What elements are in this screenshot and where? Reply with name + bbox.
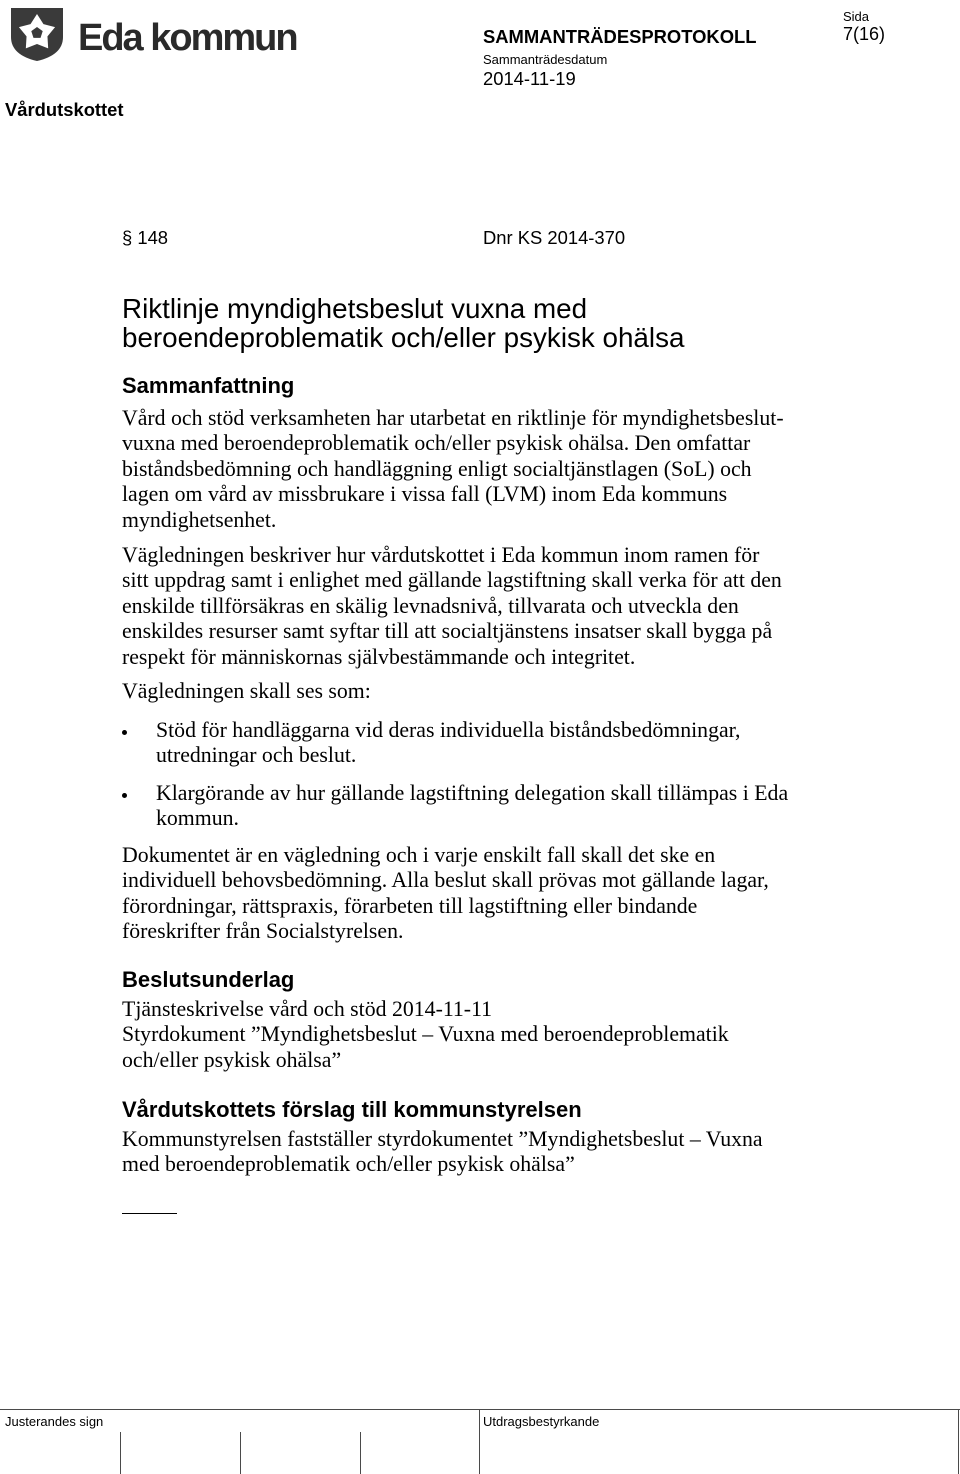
logo-text: Eda kommun bbox=[78, 17, 297, 59]
text-line: Vård och stöd verksamheten har utarbetat en riktlinje för myndighetsbeslut- bbox=[122, 406, 784, 430]
text-line: Styrdokument ”Myndighetsbeslut – Vuxna med beroendeproblematik bbox=[122, 1022, 729, 1047]
basis-list bbox=[122, 997, 729, 1073]
text-line: föreskrifter från Socialstyrelsen. bbox=[122, 919, 404, 944]
text-line: enskildes resurser samt syftar till att socialtjänstens insatser skall bygga på bbox=[122, 619, 773, 644]
text-line: och/eller psykisk ohälsa” bbox=[122, 1047, 342, 1072]
committee-name: Vårdutskottet bbox=[5, 99, 124, 120]
signature-box-divider bbox=[360, 1432, 361, 1474]
extract-certification-label: Utdragsbestyrkande bbox=[483, 1414, 600, 1429]
paragraph-number: § 148 bbox=[122, 227, 169, 248]
text-line: med beroendeproblematik och/eller psykisk ohälsa” bbox=[122, 1152, 575, 1177]
eda-coat-of-arms-logo bbox=[8, 5, 66, 63]
footer-top-border bbox=[0, 1409, 960, 1410]
bullet-item bbox=[156, 718, 740, 769]
text-line: respekt för människornas självbestämmande och integritet. bbox=[122, 644, 636, 669]
text-line: vuxna med beroendeproblematik och/eller psykisk ohälsa. Den omfattar bbox=[122, 431, 751, 456]
signature-label: Justerandes sign bbox=[5, 1414, 104, 1429]
text-line: Klargörande av hur gällande lagstiftning delegation skall tillämpas i Eda bbox=[156, 781, 789, 805]
bullet-item bbox=[156, 781, 788, 832]
bullet-marker bbox=[122, 793, 127, 798]
meeting-date: 2014-11-19 bbox=[483, 68, 576, 89]
text-line: Dokumentet är en vägledning och i varje enskilt fall skall det ske en bbox=[122, 843, 716, 867]
summary-heading: Sammanfattning bbox=[122, 373, 295, 398]
text-line: utredningar och beslut. bbox=[156, 743, 357, 768]
text-line: Vägledningen beskriver hur vårdutskottet i Eda kommun inom ramen för bbox=[122, 543, 760, 567]
page-label: Sida bbox=[843, 9, 870, 24]
text-line: lagen om vård av missbrukare i vissa fall (LVM) inom Eda kommuns bbox=[122, 482, 728, 507]
summary-paragraph-1 bbox=[122, 406, 784, 533]
item-title-line: beroendeproblematik och/eller psykisk ohälsa bbox=[122, 322, 685, 353]
text-line: förordningar, rättspraxis, förarbeten till lagstiftning eller bindande bbox=[122, 893, 698, 918]
signature-box-divider bbox=[240, 1432, 241, 1474]
page-number: 7(16) bbox=[843, 24, 886, 44]
diary-number: Dnr KS 2014-370 bbox=[483, 227, 626, 248]
text-line: Tjänsteskrivelse vård och stöd 2014-11-11 bbox=[122, 997, 493, 1021]
summary-paragraph-3 bbox=[122, 843, 769, 945]
basis-heading: Beslutsunderlag bbox=[122, 967, 295, 992]
text-line: kommun. bbox=[156, 806, 239, 831]
item-title bbox=[122, 294, 684, 352]
text-line: individuell behovsbedömning. Alla beslut skall prövas mot gällande lagar, bbox=[122, 868, 769, 893]
footer-divider bbox=[479, 1409, 480, 1474]
coat-of-arms-icon bbox=[8, 5, 66, 63]
document-type: SAMMANTRÄDESPROTOKOLL bbox=[483, 26, 757, 47]
text-line: enskilde tillförsäkras en skälig levnadsnivå, tillvarata och utveckla den bbox=[122, 593, 739, 618]
proposal-text bbox=[122, 1127, 763, 1178]
text-line: sitt uppdrag samt i enlighet med gällande lagstiftning skall verka för att den bbox=[122, 568, 782, 593]
text-line: Stöd för handläggarna vid deras individuella biståndsbedömningar, bbox=[156, 718, 741, 742]
end-of-item-rule bbox=[122, 1213, 177, 1214]
proposal-heading: Vårdutskottets förslag till kommunstyrelsen bbox=[122, 1097, 582, 1122]
summary-paragraph-2 bbox=[122, 543, 782, 670]
bullet-marker bbox=[122, 730, 127, 735]
list-intro: Vägledningen skall ses som: bbox=[122, 679, 371, 703]
text-line: myndighetsenhet. bbox=[122, 507, 277, 532]
text-line: biståndsbedömning och handläggning enligt socialtjänstlagen (SoL) och bbox=[122, 456, 752, 481]
footer-right-border bbox=[958, 1409, 959, 1474]
meeting-date-label: Sammanträdesdatum bbox=[483, 52, 608, 67]
signature-box-divider bbox=[120, 1432, 121, 1474]
item-title-line: Riktlinje myndighetsbeslut vuxna med bbox=[122, 293, 588, 324]
text-line: Kommunstyrelsen fastställer styrdokumentet ”Myndighetsbeslut – Vuxna bbox=[122, 1127, 763, 1151]
